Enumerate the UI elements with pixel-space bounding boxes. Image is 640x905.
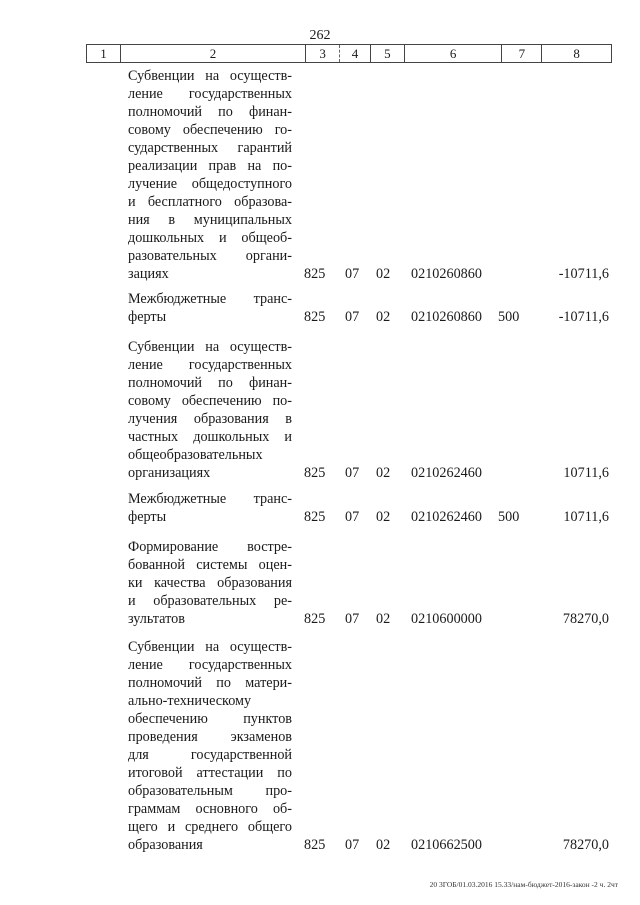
cell-subsection: 02 — [376, 465, 391, 481]
page-number: 262 — [309, 28, 331, 43]
table-row — [0, 67, 640, 283]
desc-line: частных дошкольных и — [128, 429, 292, 445]
desc-line: разовательных органи- — [128, 248, 292, 264]
header-col-4: 4 — [340, 45, 371, 62]
row-description — [128, 538, 292, 628]
cell-section: 07 — [345, 309, 360, 325]
desc-line: ки качества образования — [128, 575, 292, 591]
desc-line: лучение общедоступного — [128, 176, 292, 192]
cell-target-article: 0210662500 — [411, 837, 482, 853]
desc-line: совому обеспечению го- — [128, 122, 292, 138]
cell-subsection: 02 — [376, 266, 391, 282]
desc-line: бованной системы оцен- — [128, 557, 292, 573]
desc-line: Межбюджетные транс- — [128, 291, 292, 307]
desc-line: образования — [128, 837, 203, 853]
cell-amount: -10711,6 — [558, 266, 609, 282]
header-col-8: 8 — [573, 46, 580, 61]
desc-line: и бесплатного образова- — [128, 194, 292, 210]
cell-subsection: 02 — [376, 309, 391, 325]
cell-ministry: 825 — [304, 611, 326, 627]
cell-amount: -10711,6 — [558, 309, 609, 325]
desc-line: ферты — [128, 509, 167, 525]
cell-section: 07 — [345, 266, 360, 282]
row-description — [128, 638, 292, 854]
cell-section: 07 — [345, 837, 360, 853]
table-row — [0, 290, 640, 326]
header-col-7: 7 — [502, 45, 542, 62]
desc-line: реализации прав на по- — [128, 158, 292, 174]
cell-ministry: 825 — [304, 266, 326, 282]
cell-amount: 10711,6 — [563, 465, 609, 481]
desc-line: Субвенции на осуществ- — [128, 639, 292, 655]
cell-target-article: 0210260860 — [411, 309, 482, 325]
cell-amount: 78270,0 — [562, 611, 609, 627]
desc-line: ферты — [128, 309, 167, 325]
desc-line: для государственной — [128, 747, 292, 763]
desc-line: лучения образования в — [128, 411, 292, 427]
cell-target-article: 0210262460 — [411, 465, 482, 481]
header-col-6: 6 — [405, 45, 503, 62]
desc-line: организациях — [128, 465, 211, 481]
desc-line: граммам основного об- — [128, 801, 292, 817]
row-description — [128, 290, 292, 326]
desc-line: ление государственных — [128, 657, 292, 673]
desc-line: Субвенции на осуществ- — [128, 339, 292, 355]
desc-line: и образовательных ре- — [128, 593, 292, 609]
cell-expense-type: 500 — [498, 309, 520, 325]
desc-line: дошкольных и общеоб- — [128, 230, 292, 246]
desc-line: щего и среднего общего — [128, 819, 292, 835]
cell-expense-type: 500 — [498, 509, 520, 525]
cell-subsection: 02 — [376, 837, 391, 853]
desc-line: сударственных гарантий — [128, 140, 292, 156]
row-description — [128, 67, 292, 283]
desc-line: зультатов — [128, 611, 185, 627]
desc-line: обеспечению пунктов — [128, 711, 292, 727]
desc-line: Формирование востре- — [128, 539, 292, 555]
desc-line: полномочий по матери- — [128, 675, 292, 691]
desc-line: образовательным про- — [128, 783, 292, 799]
header-col-5: 5 — [371, 45, 405, 62]
cell-section: 07 — [345, 611, 360, 627]
desc-line: Субвенции на осуществ- — [128, 68, 292, 84]
header-col-2: 2 — [121, 45, 306, 62]
desc-line: ление государственных — [128, 357, 292, 373]
cell-section: 07 — [345, 509, 360, 525]
cell-target-article: 0210262460 — [411, 509, 482, 525]
cell-amount: 78270,0 — [562, 837, 609, 853]
desc-line: полномочий по финан- — [128, 104, 292, 120]
cell-target-article: 0210600000 — [411, 611, 482, 627]
cell-section: 07 — [345, 465, 360, 481]
cell-ministry: 825 — [304, 837, 326, 853]
cell-subsection: 02 — [376, 509, 391, 525]
table-header — [86, 44, 612, 63]
row-description — [128, 338, 292, 482]
table-row — [0, 538, 640, 628]
desc-line: Межбюджетные транс- — [128, 491, 292, 507]
desc-line: ально-техническому — [128, 693, 252, 709]
desc-line: ния в муниципальных — [128, 212, 292, 228]
header-col-3: 3 — [306, 45, 340, 62]
desc-line: ление государственных — [128, 86, 292, 102]
cell-subsection: 02 — [376, 611, 391, 627]
table-row — [0, 338, 640, 482]
header-col-1: 1 — [87, 45, 121, 62]
table-row — [0, 638, 640, 854]
desc-line: проведения экзаменов — [128, 729, 292, 745]
row-description — [128, 490, 292, 526]
cell-amount: 10711,6 — [563, 509, 609, 525]
desc-line: зациях — [128, 266, 169, 282]
desc-line: итоговой аттестации по — [128, 765, 292, 781]
desc-line: общеобразовательных — [128, 447, 263, 463]
desc-line: совому обеспечению по- — [128, 393, 292, 409]
cell-ministry: 825 — [304, 509, 326, 525]
cell-ministry: 825 — [304, 465, 326, 481]
cell-ministry: 825 — [304, 309, 326, 325]
table-row — [0, 490, 640, 526]
cell-target-article: 0210260860 — [411, 266, 482, 282]
desc-line: полномочий по финан- — [128, 375, 292, 391]
footer-print-stamp: 20 3ГОБ/01.03.2016 15.33/нам-бюджет-2016-закон -2 ч. 2чт — [429, 880, 618, 889]
